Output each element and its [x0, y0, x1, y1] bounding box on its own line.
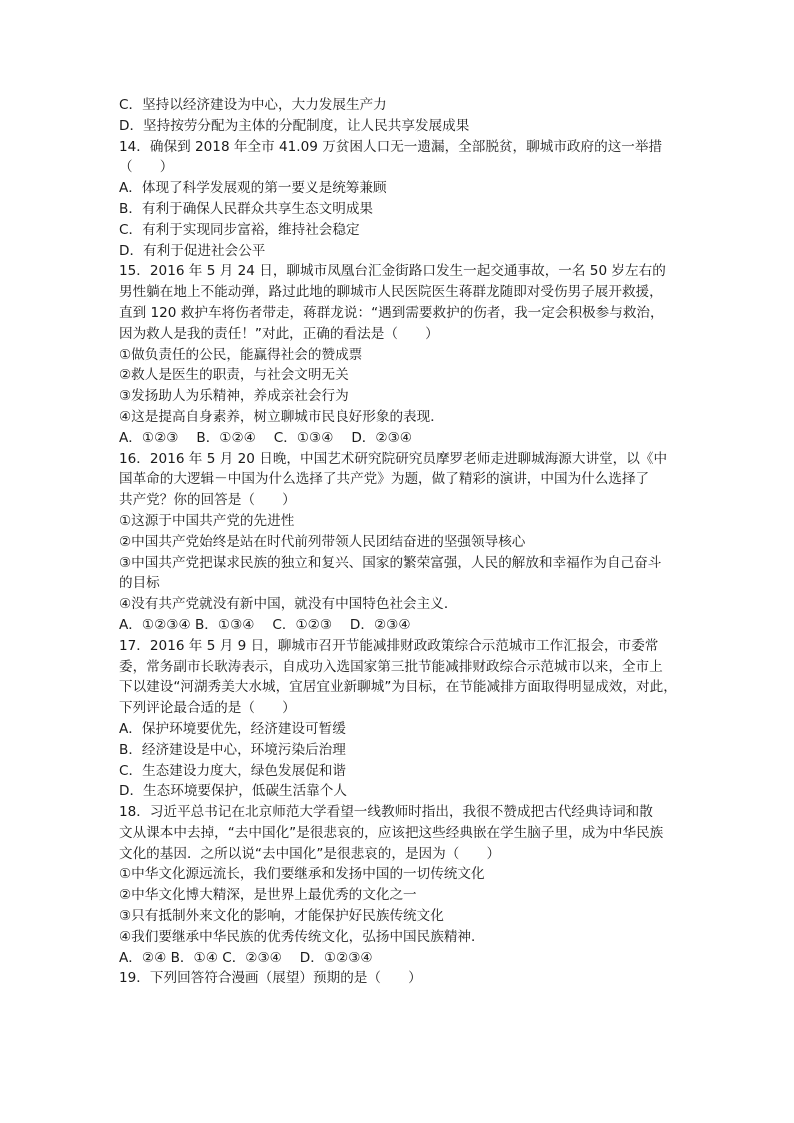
- question-16-stem: 16．2016 年 5 月 20 日晚，中国艺术研究院研究员摩罗老师走进聊城海源大讲堂，以《中: [119, 450, 668, 467]
- option-line: D．生态环境要保护，低碳生活靠个人: [119, 783, 347, 800]
- text-line: D．坚持按劳分配为主体的分配制度，让人民共享发展成果: [119, 117, 470, 134]
- text-line: 因为救人是我的责任！”对此，正确的看法是（ ）: [119, 325, 439, 342]
- exam-page: [119, 95, 679, 989]
- question-14-stem: 14．确保到 2018 年全市 41.09 万贫困人口无一遗漏，全部脱贫，聊城市政府的这一举措: [119, 138, 663, 155]
- text-line: 下以建设“河湖秀美大水城，宜居宜业新聊城”为目标，在节能减排方面取得明显成效，对此，: [119, 679, 677, 696]
- statement-line: ③只有抵制外来文化的影响，才能保护好民族传统文化: [119, 908, 444, 925]
- statement-line: ④我们要继承中华民族的优秀传统文化，弘扬中国民族精神．: [119, 928, 485, 945]
- text-line: 直到 120 救护车将伤者带走，蒋群龙说：“遇到需要救护的伤者，我一定会积极参与救治，: [119, 304, 664, 321]
- statement-line: ②中华文化博大精深，是世界上最优秀的文化之一: [119, 887, 417, 904]
- text-line: C．坚持以经济建设为中心，大力发展生产力: [119, 97, 387, 113]
- text-line: 文从课本中去掉，“去中国化”是很悲哀的，应该把这些经典嵌在学生脑子里，成为中华民族: [119, 824, 664, 841]
- text-line: 的目标: [119, 575, 160, 592]
- statement-line: ③中国共产党把谋求民族的独立和复兴、国家的繁荣富强，人民的解放和幸福作为自己奋斗: [119, 554, 662, 571]
- statement-line: ②救人是医生的职责，与社会文明无关: [119, 367, 349, 384]
- text-line: 下列评论最合适的是（ ）: [119, 700, 296, 717]
- statement-line: ①做负责任的公民，能赢得社会的赞成票: [119, 346, 363, 363]
- statement-line: ①这源于中国共产党的先进性: [119, 512, 295, 529]
- text-line: 男性躺在地上不能动弹，路过此地的聊城市人民医院医生蒋群龙随即对受伤男子展开救援，: [119, 284, 663, 301]
- option-line: A．②④ B．①④ C．②③④ D．①②③④: [119, 949, 373, 966]
- option-line: C．生态建设力度大，绿色发展促和谐: [119, 762, 346, 779]
- option-line: B．经济建设是中心，环境污染后治理: [119, 741, 346, 758]
- text-line: 共产党？你的回答是（ ）: [119, 492, 296, 509]
- option-line: A．①②③④ B．①③④ C．①②③ D．②③④: [119, 616, 411, 633]
- text-line: 委，常务副市长耿涛表示，自成功入选国家第三批节能减排财政综合示范城市以来，全市上: [119, 658, 663, 675]
- text-line: 国革命的大逻辑－中国为什么选择了共产党》为题，做了精彩的演讲，中国为什么选择了: [119, 471, 650, 488]
- option-line: B．有利于确保人民群众共享生态文明成果: [119, 200, 374, 217]
- question-17-stem: 17．2016 年 5 月 9 日，聊城市召开节能减排财政政策综合示范城市工作汇报会，市委常: [119, 637, 659, 654]
- statement-line: ④这是提高自身素养，树立聊城市民良好形象的表现．: [119, 408, 444, 425]
- text-line: （ ）: [119, 159, 174, 176]
- statement-line: ③发扬助人为乐精神，养成亲社会行为: [119, 388, 349, 405]
- option-line: A．体现了科学发展观的第一要义是统筹兼顾: [119, 180, 387, 197]
- statement-line: ②中国共产党始终是站在时代前列带领人民团结奋进的坚强领导核心: [119, 533, 526, 550]
- option-line: C．有利于实现同步富裕，维持社会稳定: [119, 221, 360, 238]
- option-line: D．有利于促进社会公平: [119, 242, 266, 259]
- question-19-stem: 19．下列回答符合漫画（展望）预期的是（ ）: [119, 970, 422, 987]
- option-line: A．保护环境要优先，经济建设可暂缓: [119, 720, 346, 737]
- text-line: 文化的基因．之所以说“去中国化”是很悲哀的，是因为（ ）: [119, 845, 501, 862]
- question-15-stem: 15．2016 年 5 月 24 日，聊城市凤凰台汇金街路口发生一起交通事故，一名 50 岁左右的: [119, 263, 666, 280]
- option-line: A．①②③ B．①②④ C．①③④ D．②③④: [119, 429, 412, 446]
- question-18-stem: 18．习近平总书记在北京师范大学看望一线教师时指出，我很不赞成把古代经典诗词和散: [119, 804, 653, 821]
- statement-line: ①中华文化源远流长，我们要继承和发扬中国的一切传统文化: [119, 866, 485, 883]
- statement-line: ④没有共产党就没有新中国，就没有中国特色社会主义．: [119, 596, 458, 613]
